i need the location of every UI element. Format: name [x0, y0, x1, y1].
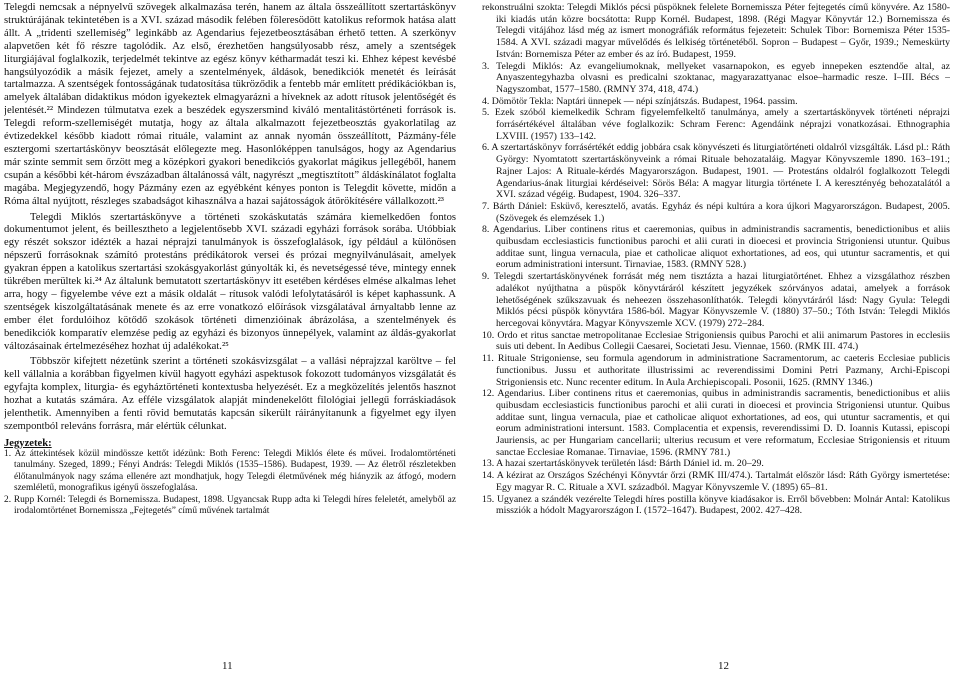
footnote-4: 4. Dömötör Tekla: Naptári ünnepek — népi színjátszás. Budapest, 1964. passim. [482, 95, 798, 107]
page-number-left: 11 [222, 660, 233, 672]
footnote-12: 12. Agendarius. Liber continens ritus et caeremonias, quibus in administrandis sacramentis, benedictionibus et aliis quibusdam ecclesiasticis functionibus parochi et alii curati in dioecesi et provincia Strigoniensi utuntur. Quibus additae sunt, lingua vernacula, piae et catholicae aliquot exhortationes, ad eos, qui utuntur sacramentis, et qui eorum administrationi intersunt. 1583. Complacentia et expensis, reverendissimi D. D. Ioannis Kutassi, episcopi Jauriensis, ac per Hungariam cancellarii; ulterius recusum et vere reformatum, Ecclesiae Strigoniensis et rituum sanctae Ecclesiae Romanae. Tirnaviae, 1596. (RMNY 781.) [482, 388, 950, 458]
footnote-14: 14. A kézirat az Országos Széchényi Könyvtár őrzi (RMK III/474.). Tartalmát először lásd: Ráth György ismertetése: Egy magyar R. C. Rituale a XVI. századból. Magyar Könyvszemle V. (1895) 65–81. [482, 470, 950, 493]
footnote-7: 7. Bárth Dániel: Esküvő, keresztelő, avatás. Egyház és népi kultúra a kora újkori Magyarországon. Budapest, 2005. (Szövegek és elemzések 1.) [482, 200, 950, 224]
footnote-continuation: rekonstruálni szokta: Telegdi Miklós pécsi püspöknek felelete Bornemissza Péter fejtegetés című könyvére. Az 1580-iki kiadás után közre bocsátotta: Rupp Kornél. Budapest, 1898. (Régi Magyar Könyvtár 12.) Bornemissza és Telegdi vitájához lásd még az ismert monográfiák református fejezeteit: Schulek Tibor: Bornemisza Péter 1535-1584. A XVI. századi magyar művelődés és lelkiség történetéből. Sopron – Budapest – Győr, 1939.; Nemeskürty István: Bornemisza Péter az ember és az író. Budapest, 1959. [482, 2, 950, 60]
footnote-5: 5. Ezek szóból kiemelkedik Schram figyelemfelkeltő tanulmánya, amely a szertartáskönyvek történeti néprajzi forrásértékével általában véve foglalkozik: Schram Ferenc: Agendáink néprajzi vonatkozásai. Ethnographia LXVIII. (1957) 133–142. [482, 107, 950, 142]
right-page [478, 0, 956, 678]
notes-heading: Jegyzetek: [4, 437, 52, 449]
footnote-9: 9. Telegdi szertartáskönyvének forrását még nem tisztázta a hazai liturgiatörténet. Ehhez a vizsgálathoz részben adalékot nyújthatna a püspök könyvtáráról készített jegyzékek szórványos adatai, amelyek a források lehetőségének szűkszavuak és neheezen összehasonlíthatók. Telegdi könyvtáráról lásd: Nagy Gyula: Telegdi Miklós pécsi püspök könyvtára 1586-ból. Magyar Könyvszemle V. (1880) 37–50.; Tóth István: Telegdi Miklós hercegovai könyvtára. Magyar Könyvszemle XCV. (1979) 272–284. [482, 271, 950, 329]
page-number-right: 12 [718, 660, 729, 672]
footnote-10: 10. Ordo et ritus sanctae metropolitanae Ecclesiae Strigoniensis quibus Parochi et alii animarum Pastores in ecclesiis suis uti debent. In Aedibus Collegii Caesarei, Societati Jesu. Viennae, 1560. (RMK III. 474.) [482, 329, 950, 353]
right-notes-column [482, 2, 950, 648]
paragraph-3: Többször kifejtett nézetünk szerint a történeti szokásvizsgálat – a vallási néprajzzal karöltve – fel kell vállalnia a korábban figyelmen kívül hagyott egyházi aspektusok fokozott tudományos vizsgálatát és egyfajta komplex, liturgia- és egyháztörténeti kontextusba helyezését. Ez a megközelítés jelentős hasznot hozhat a kutatás számára. Az efféle vizsgálatok alapját mindenekelőtt filológiai jellegű forráskiadások jelenthetik. Amennyiben a fenti rövid bemutatás kapcsán sikerült ráirányítanunk a figyelmet egy ilyen szempontból releváns forrásra, már elértük célunkat. [4, 356, 456, 432]
footnote-2: 2. Rupp Kornél: Telegdi és Bornemissza. Budapest, 1898. Ugyancsak Rupp adta ki Telegdi híres feleletét, amelyből az irodalomtörténet Bornemissza „Fejtegetés” című művének tartalmát [4, 494, 456, 516]
footnote-13: 13. A hazai szertartáskönyvek területén lásd: Bárth Dániel id. m. 20–29. [482, 458, 764, 470]
footnote-3: 3. Telegdi Miklós: Az evangeliumoknak, mellyeket vasarnapokon, es egyeb innepeken esztendőe altal, az Anyaszentegyhazba olvasni es predicalni szoktanac, magyarazattyanac elsoe–harmadic resze. I–III. Bécs – Nagyszombat, 1577–1580. (RMNY 374, 418, 474.) [482, 60, 950, 95]
paragraph-1: Telegdi nemcsak a népnyelvű szövegek alkalmazása terén, hanem az általa összeállított szertartáskönyv struktúrájának tekintetében is a XVI. század második felében föleresödött katolikus reformok hatása alatt állt. A „tridenti szellemiség” leginkább az Agendarius fejezetbeosztásában érhető tetten. A szerkönyv alapvetően két fő részre tagolódik. Az első, érezhetően hangsúlyosabb rész, amely a szentségek liturgiájával foglalkozik, terjedelmét tekintve az egész könyv kétharmadát teszi ki. Ehhez képest kevésbé hangsúlyozódik a másik fejezet, amely a szentelmények, áldások, benedikciók menetét és leírását tartalmazza. A szentségek fontosságának tudatosítása tükröződik a fentebb már említett prédikációkban is, amelyek általában didaktikus módon igyekeztek elmagyarázni a híveknek az adott rítusok jelentőségét és jelentését.²² Mindezen túlmutatva ezek a beszédek egyszersmind kiváló mentalitástörténeti források is. Telegdi reform-szellemiségét mutatja, hogy az általa alkalmazott fejezetbeosztás gyakorlatilag az évtizedekkel később kiadott római rituále, valamint az annak nyomán összeállított, Pázmány-féle esztergomi szertartáskönyv beosztását előlegezte meg. Hasonlóképpen tanulságos, hogy az Agendarius már szinte semmit sem őrzött meg a középkori gyakori benedikciós gyakorlat mágikus jellegéből, hanem csupán a későbbi két-három évszázadban általánossá vált, nagyrészt „megtisztított” áldáskínálatot foglalta magába. Megjegyzendő, hogy Pázmány ezen az egyébként kényes ponton is Telegdit követte, midőn a Róma által nyújtott, részleges szabadságot kihasználva a hazai sajátosságok átörökítésére vállalkozott.²³ [4, 2, 456, 207]
footnote-1: 1. Az áttekintések közül mindössze kettőt idézünk: Both Ferenc: Telegdi Miklós élete és művei. Irodalomtörténeti tanulmány. Szeged, 1899.; Fényi András: Telegdi Miklós (1535–1586). Budapest, 1939. — Az életről részletekben élőtanulmányok nagy száma ellenére azt mondhatjuk, hogy Telegdi életművének még hiányzik az átfogó, modern szemléletű, monografikus igényű összefoglalása. [4, 448, 456, 494]
footnote-11: 11. Rituale Strigoniense, seu formula agendorum in administratione Sacramentorum, ac caeteris Ecclesiae publicis functionibus. Jussu et authoritate illustrissimi ac reverendissimi Domini Petri Pazmany, Archi-Episcopi Strigoniensis etc. Nunc recenter editum. In Aula Archiepiscopali. Posonii, 1625. (RMNY 1346.) [482, 353, 950, 388]
footnote-6: 6. A szertartáskönyv forrásértékét eddig jobbára csak könyvészeti és liturgiatörténeti oldalról vizsgálták. Lásd pl.: Ráth György: Nyomtatott szertartáskönyveink a római Rituale behozataláig. Magyar Könyvszemle 1890. 163–191.; Rajner Lajos: A Rituale-kérdés Magyarországon. Budapest, 1901. — Protestáns oldalról foglalkozott Telegdi Agendarius-ának liturgiai kérdéseivel: Sörös Béla: A magyar liturgia története I. A keresztényég behozatalától a XVI. század végéig. Budapest, 1904. 326–337. [482, 142, 950, 201]
footnote-8: 8. Agendarius. Liber continens ritus et caeremonias, quibus in administrandis sacramentis, benedictionibus et aliis quibusdam ecclesiasticis functionibus parochi et alii curati in dioecesi et provincia Strigoniensi utuntur. Quibus additae sunt, lingua vernacula, piae et catholicae aliquot exhortationes, ad eos, qui utuntur sacramentis, et qui eorum administrationi intersunt. Tirnaviae, 1583. (RMNY 528.) [482, 224, 950, 271]
left-text-column [4, 2, 456, 648]
paragraph-2: Telegdi Miklós szertartáskönyve a történeti szokáskutatás számára kiemelkedően fontos dokumentumot jelent, és beillesztheto a legjelentősebb XVI. századi egyházi források sorába. Utóbbiak egy részét sokszor idézték a hazai néprajzi tanulmányok is összefoglalások, így például a különösen népszerű forrásoknak számító protestáns prédikátorok versei és prózai megnyilvánulásait, amelyek gyakran éppen a katolikus szertartási szokásgyakorlást gúnyolták ki, és nevetségessé téve, mintegy ennek tükrében merültek ki.²⁴ Az általunk bemutatott szertartáskönyv itt esetében kérdéses elmése alkalmas lehet arra, hogy – figyelembe véve ezt a másik oldalát – rítusok valódi lefolytatásáról is képet kaphassunk. A szentségek kiszolgáltatásának menete és az erre vonatkozó előírások vizsgálatával árnyaltabb lenne az ember élet fordulóihoz kötődő szokások történeti dimenzióinak ábrázolása, a szentelmények és benedikciók komparatív elemzése pedig az egyházi és bizonyos ünnepélyek, valamint az áldás-gyakorlat változásainak értelmezéséhez hozhat új adalékokat.²⁵ [4, 211, 456, 352]
left-page [0, 0, 462, 678]
footnote-15: 15. Ugyanez a szándék vezérelte Telegdi híres postilla könyve kiadásakor is. Erről bővebben: Molnár Antal: Katolikus missziók a hódolt Magyarországon I. (1572–1647). Budapest, 2002. 427–428. [482, 493, 950, 517]
